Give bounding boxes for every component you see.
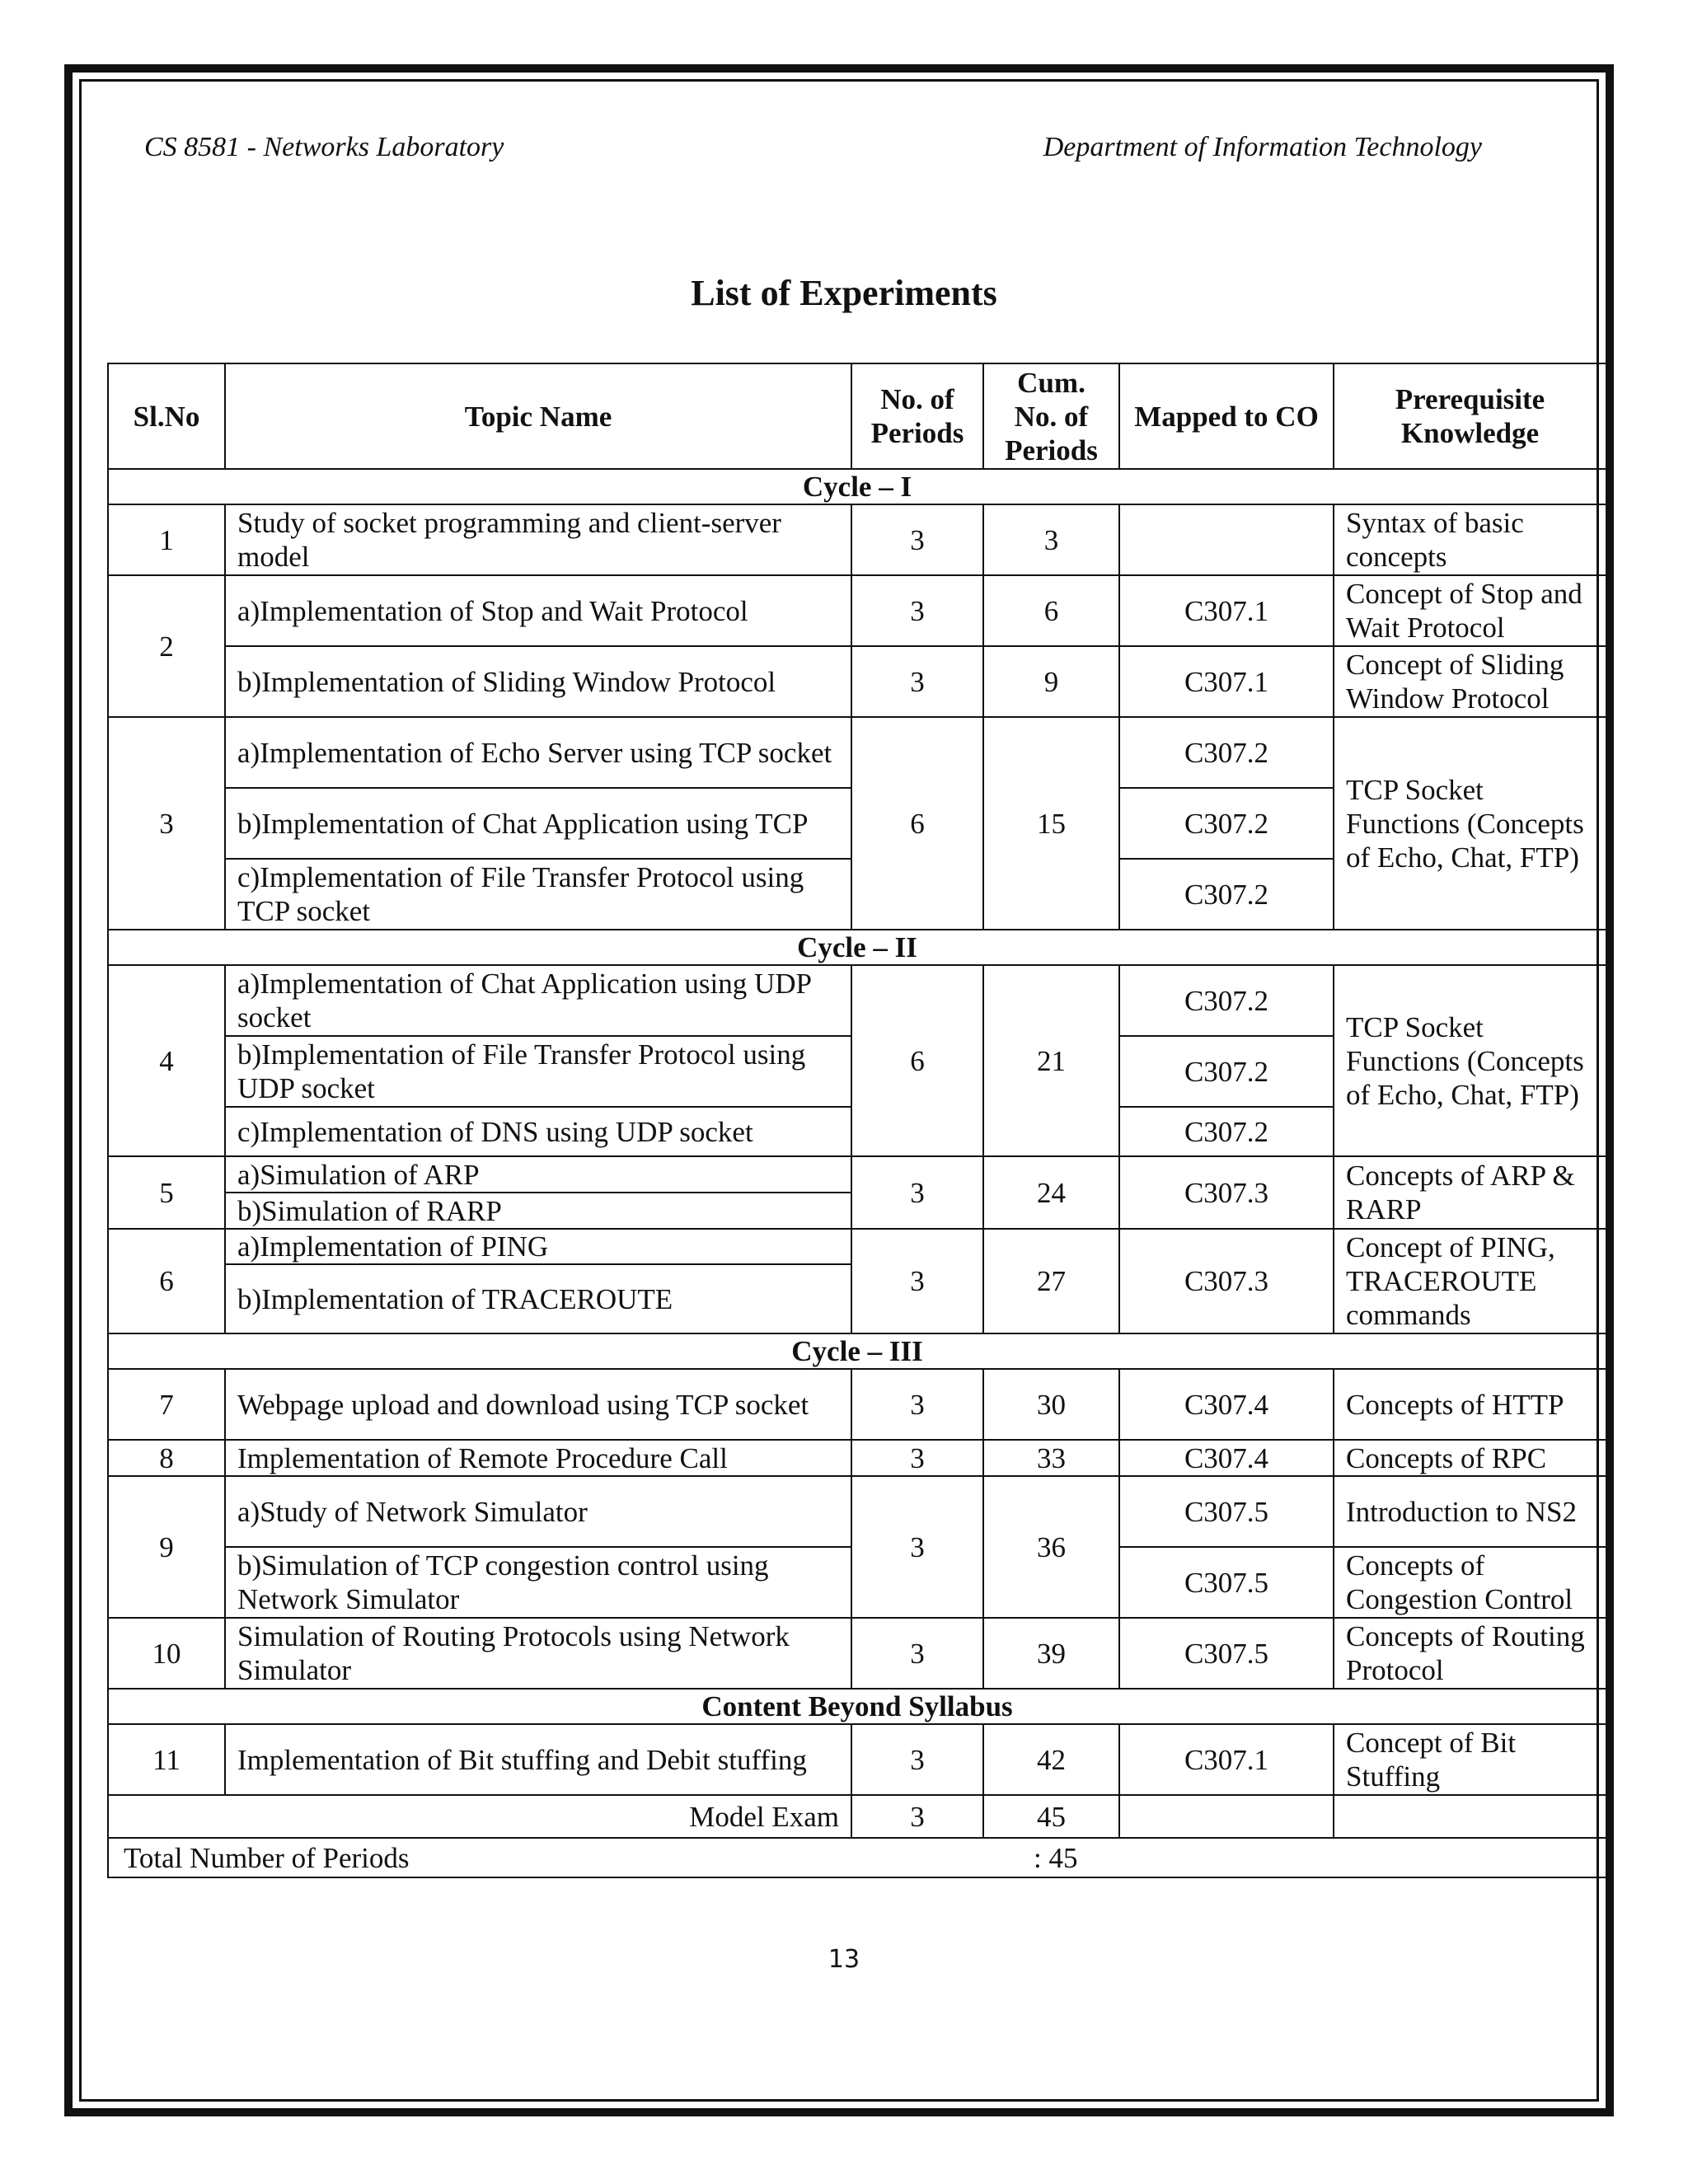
col-header-prereq: Prerequisite Knowledge xyxy=(1334,363,1606,469)
cycle-row xyxy=(108,1333,1606,1369)
cell-slno: 9 xyxy=(108,1476,225,1618)
cell-co: C307.4 xyxy=(1119,1440,1334,1476)
cell-topic: b)Implementation of Sliding Window Protocol xyxy=(225,646,851,717)
cell-topic: c)Implementation of File Transfer Protocol using TCP socket xyxy=(225,859,851,930)
experiments-table xyxy=(107,363,1607,1878)
cell-topic: b)Simulation of TCP congestion control using Network Simulator xyxy=(225,1547,851,1618)
cell-co: C307.2 xyxy=(1119,965,1334,1036)
table-row xyxy=(108,965,1606,1036)
cell-cum: 27 xyxy=(983,1229,1119,1333)
page-title: List of Experiments xyxy=(691,273,997,313)
cell-co: C307.2 xyxy=(1119,859,1334,930)
col-header-co: Mapped to CO xyxy=(1119,363,1334,469)
cell-periods: 3 xyxy=(851,1369,983,1440)
table-row xyxy=(108,717,1606,788)
cell-prereq: Concepts of ARP & RARP xyxy=(1334,1156,1606,1229)
table-row xyxy=(108,575,1606,646)
table-row xyxy=(108,1440,1606,1476)
cell-topic: Implementation of Bit stuffing and Debit stuffing xyxy=(225,1724,851,1795)
cell-topic: b)Simulation of RARP xyxy=(225,1193,851,1229)
cell-periods: 3 xyxy=(851,1229,983,1333)
table-row xyxy=(108,1476,1606,1547)
cell-periods: 3 xyxy=(851,1156,983,1229)
cell-co: C307.1 xyxy=(1119,1724,1334,1795)
cell-periods: 3 xyxy=(851,1618,983,1689)
cell-prereq xyxy=(1334,1795,1606,1838)
cell-prereq: Concept of PING, TRACEROUTE commands xyxy=(1334,1229,1606,1333)
cell-slno: 10 xyxy=(108,1618,225,1689)
cell-prereq: TCP Socket Functions (Concepts of Echo, Chat, FTP) xyxy=(1334,965,1606,1156)
cell-cum: 21 xyxy=(983,965,1119,1156)
cell-topic: a)Implementation of Echo Server using TCP socket xyxy=(225,717,851,788)
cell-prereq: TCP Socket Functions (Concepts of Echo, Chat, FTP) xyxy=(1334,717,1606,930)
cell-topic: c)Implementation of DNS using UDP socket xyxy=(225,1107,851,1156)
table-row xyxy=(108,1369,1606,1440)
col-header-cum: Cum. No. of Periods xyxy=(983,363,1119,469)
cycle-label: Cycle – II xyxy=(108,930,1606,965)
cell-topic: Implementation of Remote Procedure Call xyxy=(225,1440,851,1476)
page-number: 13 xyxy=(828,1945,860,1974)
cell-co: C307.2 xyxy=(1119,717,1334,788)
cell-cum: 6 xyxy=(983,575,1119,646)
cell-cum: 33 xyxy=(983,1440,1119,1476)
cell-cum: 42 xyxy=(983,1724,1119,1795)
col-header-periods: No. of Periods xyxy=(851,363,983,469)
cell-co: C307.3 xyxy=(1119,1156,1334,1229)
cycle-row xyxy=(108,930,1606,965)
cell-cum: 24 xyxy=(983,1156,1119,1229)
cell-slno: 6 xyxy=(108,1229,225,1333)
table-row xyxy=(108,1724,1606,1795)
cell-cum: 3 xyxy=(983,504,1119,575)
cell-slno: 1 xyxy=(108,504,225,575)
cell-periods: 3 xyxy=(851,1795,983,1838)
total-cell xyxy=(108,1838,1606,1877)
cell-co: C307.2 xyxy=(1119,1036,1334,1107)
cell-periods: 3 xyxy=(851,1440,983,1476)
cell-prereq: Concepts of Routing Protocol xyxy=(1334,1618,1606,1689)
cell-co: C307.5 xyxy=(1119,1618,1334,1689)
cell-periods: 6 xyxy=(851,965,983,1156)
cell-cum: 39 xyxy=(983,1618,1119,1689)
cell-co: C307.4 xyxy=(1119,1369,1334,1440)
total-row xyxy=(108,1838,1606,1877)
cell-co xyxy=(1119,1795,1334,1838)
cell-slno: 7 xyxy=(108,1369,225,1440)
cell-periods: 3 xyxy=(851,1724,983,1795)
table-row xyxy=(108,1618,1606,1689)
cycle-row xyxy=(108,469,1606,504)
model-exam-label: Model Exam xyxy=(108,1795,851,1838)
cell-slno: 5 xyxy=(108,1156,225,1229)
cycle-label: Content Beyond Syllabus xyxy=(108,1689,1606,1724)
cell-prereq: Concepts of HTTP xyxy=(1334,1369,1606,1440)
cell-prereq: Concept of Sliding Window Protocol xyxy=(1334,646,1606,717)
cell-topic: b)Implementation of File Transfer Protocol using UDP socket xyxy=(225,1036,851,1107)
cell-prereq: Concept of Stop and Wait Protocol xyxy=(1334,575,1606,646)
cell-co: C307.5 xyxy=(1119,1476,1334,1547)
cell-cum: 36 xyxy=(983,1476,1119,1618)
cell-topic: Webpage upload and download using TCP socket xyxy=(225,1369,851,1440)
cell-topic: a)Implementation of Stop and Wait Protocol xyxy=(225,575,851,646)
col-header-slno: Sl.No xyxy=(108,363,225,469)
cell-topic: b)Implementation of TRACEROUTE xyxy=(225,1264,851,1333)
cycle-row xyxy=(108,1689,1606,1724)
cell-topic: b)Implementation of Chat Application using TCP xyxy=(225,788,851,859)
cell-topic: a)Implementation of Chat Application using UDP socket xyxy=(225,965,851,1036)
cell-topic: a)Simulation of ARP xyxy=(225,1156,851,1193)
cell-topic: Study of socket programming and client-server model xyxy=(225,504,851,575)
col-header-topic: Topic Name xyxy=(225,363,851,469)
cell-slno: 3 xyxy=(108,717,225,930)
cycle-label: Cycle – III xyxy=(108,1333,1606,1369)
cell-periods: 3 xyxy=(851,646,983,717)
cell-prereq: Concepts of Congestion Control xyxy=(1334,1547,1606,1618)
cell-co: C307.5 xyxy=(1119,1547,1334,1618)
cell-slno: 2 xyxy=(108,575,225,717)
table-row xyxy=(108,646,1606,717)
cell-prereq: Concepts of RPC xyxy=(1334,1440,1606,1476)
cell-prereq: Syntax of basic concepts xyxy=(1334,504,1606,575)
cell-co xyxy=(1119,504,1334,575)
cell-topic: Simulation of Routing Protocols using Network Simulator xyxy=(225,1618,851,1689)
cell-topic: a)Study of Network Simulator xyxy=(225,1476,851,1547)
cell-topic: a)Implementation of PING xyxy=(225,1229,851,1264)
cell-slno: 8 xyxy=(108,1440,225,1476)
cell-co: C307.1 xyxy=(1119,575,1334,646)
cell-prereq: Concept of Bit Stuffing xyxy=(1334,1724,1606,1795)
cell-periods: 3 xyxy=(851,575,983,646)
cell-cum: 30 xyxy=(983,1369,1119,1440)
cell-co: C307.2 xyxy=(1119,1107,1334,1156)
cell-periods: 3 xyxy=(851,1476,983,1618)
total-value: : 45 xyxy=(1034,1841,1078,1874)
table-row xyxy=(108,504,1606,575)
cell-slno: 11 xyxy=(108,1724,225,1795)
header-department: Department of Information Technology xyxy=(1043,132,1482,162)
table-row xyxy=(108,1229,1606,1264)
table-header-row xyxy=(108,363,1606,469)
header-course: CS 8581 - Networks Laboratory xyxy=(144,132,504,162)
table-row xyxy=(108,1156,1606,1193)
total-label: Total Number of Periods xyxy=(124,1841,410,1874)
cell-cum: 45 xyxy=(983,1795,1119,1838)
cell-co: C307.3 xyxy=(1119,1229,1334,1333)
cell-periods: 3 xyxy=(851,504,983,575)
cell-co: C307.1 xyxy=(1119,646,1334,717)
cell-periods: 6 xyxy=(851,717,983,930)
cell-cum: 9 xyxy=(983,646,1119,717)
cell-co: C307.2 xyxy=(1119,788,1334,859)
cell-cum: 15 xyxy=(983,717,1119,930)
cell-prereq: Introduction to NS2 xyxy=(1334,1476,1606,1547)
cycle-label: Cycle – I xyxy=(108,469,1606,504)
cell-slno: 4 xyxy=(108,965,225,1156)
model-exam-row xyxy=(108,1795,1606,1838)
